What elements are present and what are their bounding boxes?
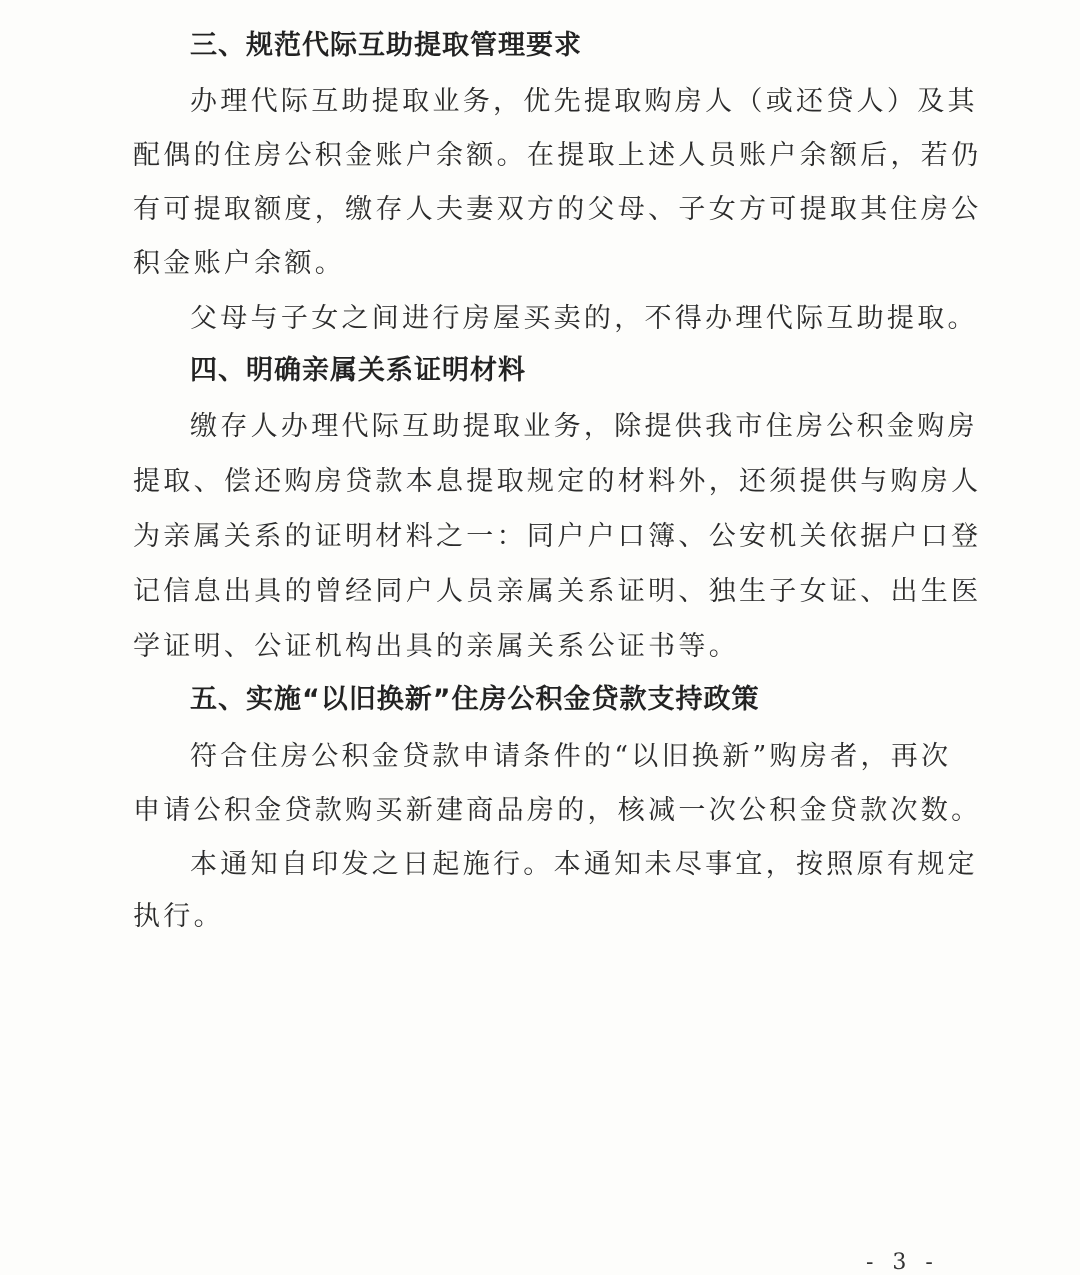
section-heading-5: 五、实施“以旧换新”住房公积金贷款支持政策: [190, 684, 760, 715]
page-number: - 3 -: [866, 1250, 939, 1275]
paragraph-line: 办理代际互助提取业务，优先提取购房人（或还贷人）及其: [190, 86, 978, 117]
section-heading-3: 三、规范代际互助提取管理要求: [190, 30, 582, 61]
paragraph-line: 缴存人办理代际互助提取业务，除提供我市住房公积金购房: [190, 411, 978, 442]
paragraph-line: 有可提取额度，缴存人夫妻双方的父母、子女方可提取其住房公: [133, 194, 982, 225]
paragraph-line: 记信息出具的曾经同户人员亲属关系证明、独生子女证、出生医: [133, 576, 982, 607]
paragraph-line: 申请公积金贷款购买新建商品房的，核减一次公积金贷款次数。: [133, 795, 982, 826]
paragraph-line: 本通知自印发之日起施行。本通知未尽事宜，按照原有规定: [190, 849, 978, 880]
paragraph-line: 提取、偿还购房贷款本息提取规定的材料外，还须提供与购房人: [133, 466, 982, 497]
paragraph-line: 执行。: [133, 901, 224, 932]
paragraph-line: 为亲属关系的证明材料之一：同户户口簿、公安机关依据户口登: [133, 521, 982, 552]
paragraph-line: 积金账户余额。: [133, 248, 346, 279]
paragraph-line: 配偶的住房公积金账户余额。在提取上述人员账户余额后，若仍: [133, 140, 982, 171]
section-heading-4: 四、明确亲属关系证明材料: [190, 355, 526, 386]
paragraph-line: 符合住房公积金贷款申请条件的“以旧换新”购房者，再次: [190, 741, 952, 772]
paragraph-line: 学证明、公证机构出具的亲属关系公证书等。: [133, 631, 739, 662]
paragraph-line: 父母与子女之间进行房屋买卖的，不得办理代际互助提取。: [190, 303, 978, 334]
